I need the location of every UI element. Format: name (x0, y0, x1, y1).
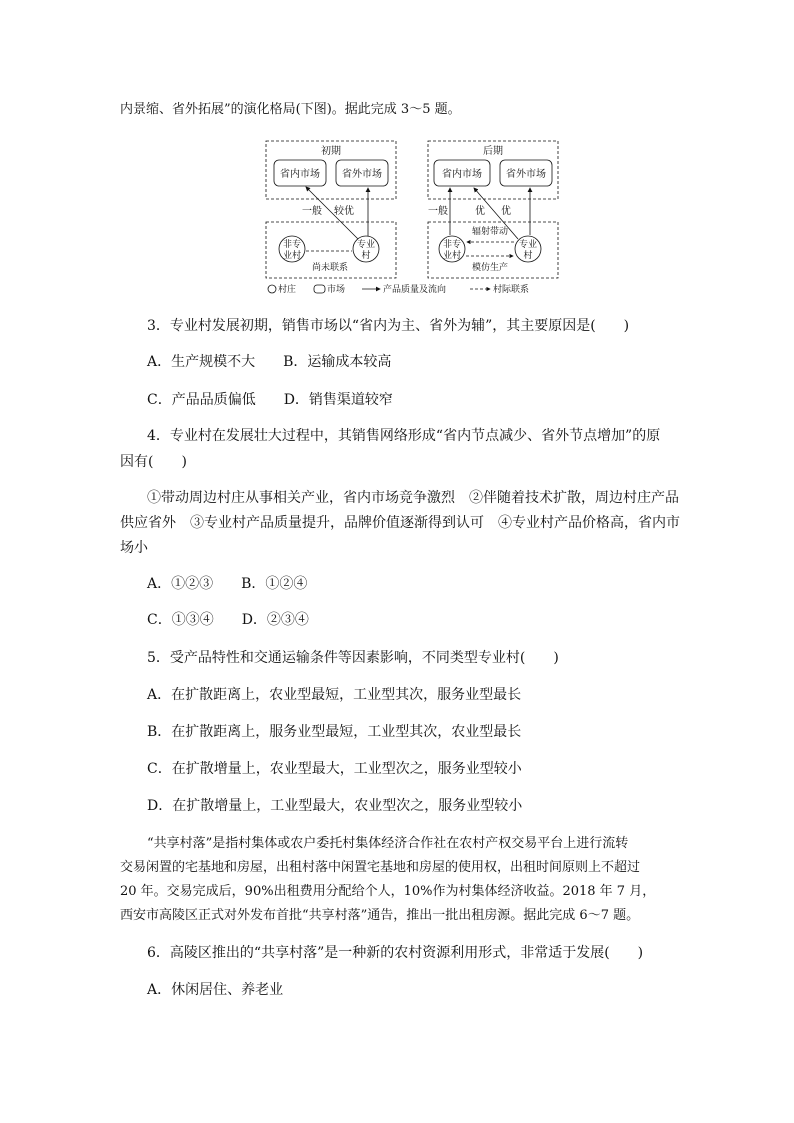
legend-market-label: 市场 (327, 285, 346, 295)
left-village-non-label1: 非专 (282, 240, 302, 250)
right-flow-left-label: 一般 (428, 206, 448, 217)
passage2-line2: 交易闲置的宅基地和房屋，出租村落中闲置宅基地和房屋的使用权，出租时间原则上不超过 (120, 860, 641, 875)
evolution-diagram (262, 138, 562, 298)
q4-options-row2: C．①③④ D．②③④ (147, 612, 309, 628)
q3-stem: 3．专业村发展初期，销售市场以“省内为主、省外为辅”，其主要原因是( ) (147, 318, 630, 334)
q5-option-c: C．在扩散增量上，农业型最大，工业型次之，服务业型较小 (147, 761, 522, 777)
left-market-in-label: 省内市场 (280, 169, 320, 180)
right-flow-mid-label: 优 (475, 206, 485, 217)
passage2-line1: “共享村落”是指村集体或农户委托村集体经济合作社在农村产权交易平台上进行流转 (147, 836, 629, 851)
left-flow-left-label: 一般 (302, 206, 322, 217)
right-relation-bottom-label: 模仿生产 (471, 263, 509, 273)
right-village-pro-label2: 村 (523, 251, 533, 261)
legend-link-label: 村际联系 (493, 285, 530, 295)
intro-text: 内景缩、省外拓展”的演化格局(下图)。据此完成 3～5 题。 (120, 102, 461, 117)
right-panel (428, 141, 558, 278)
left-village-pro-label2: 村 (361, 251, 371, 261)
left-relation-label: 尚未联系 (311, 263, 349, 273)
left-panel (266, 141, 396, 278)
right-market-in-label: 省内市场 (442, 169, 482, 180)
q3-options-row1: A．生产规模不大 B．运输成本较高 (147, 354, 392, 370)
q6-stem: 6．高陵区推出的“共享村落”是一种新的农村资源利用形式，非常适于发展( ) (147, 945, 644, 961)
passage2-line3: 20 年。交易完成后，90%出租费用分配给个人，10%作为村集体经济收益。2018 年 7 月， (120, 884, 656, 899)
left-market-out-label: 省外市场 (342, 169, 382, 180)
left-flow-right-label: 较优 (334, 206, 354, 217)
left-village-non-label2: 业村 (282, 251, 302, 261)
right-title: 后期 (483, 146, 503, 157)
q4-options-row1: A．①②③ B．①②④ (147, 576, 308, 592)
legend (268, 283, 529, 295)
q4-stem-line1: 4．专业村在发展壮大过程中，其销售网络形成“省内节点减少、省外节点增加”的原 (147, 428, 661, 444)
q5-stem: 5．受产品特性和交通运输条件等因素影响，不同类型专业村( ) (147, 650, 559, 666)
q6-option-a: A．休闲居住、养老业 (147, 982, 284, 998)
q5-option-d: D．在扩散增量上，工业型最大，农业型次之，服务业型较小 (147, 798, 523, 814)
q3-options-row2: C．产品品质偏低 D．销售渠道较窄 (147, 392, 393, 408)
right-village-pro-label1: 专业 (518, 240, 538, 250)
legend-village-icon (268, 285, 276, 293)
right-flow-right-label: 优 (501, 206, 511, 217)
left-village-pro-label1: 专业 (356, 240, 376, 250)
q5-option-a: A．在扩散距离上，农业型最短，工业型其次，服务业型最长 (147, 687, 522, 703)
legend-village-label: 村庄 (278, 285, 297, 295)
q5-option-b: B．在扩散距离上，服务业型最短，工业型其次，农业型最长 (147, 724, 522, 740)
q4-items-line2: 供应省外 ③专业村产品质量提升，品牌价值逐渐得到认可 ④专业村产品价格高，省内市 (120, 515, 680, 531)
q4-items-line3: 场小 (120, 540, 148, 556)
legend-product-label: 产品质量及流向 (383, 285, 447, 295)
right-market-out-label: 省外市场 (506, 169, 546, 180)
right-relation-top-label: 辐射带动 (471, 227, 509, 237)
q4-items-line1: ①带动周边村庄从事相关产业，省内市场竞争激烈 ②伴随着技术扩散，周边村庄产品 (147, 490, 679, 506)
passage2-line4: 西安市高陵区正式对外发布首批“共享村落”通告，推出一批出租房源。据此完成 6～7 题。 (120, 908, 640, 923)
legend-market-icon (314, 285, 325, 293)
right-village-non-label2: 业村 (442, 251, 462, 261)
left-title: 初期 (321, 146, 341, 157)
q4-stem-line2: 因有( ) (120, 454, 187, 470)
right-village-non-label1: 非专 (442, 240, 462, 250)
